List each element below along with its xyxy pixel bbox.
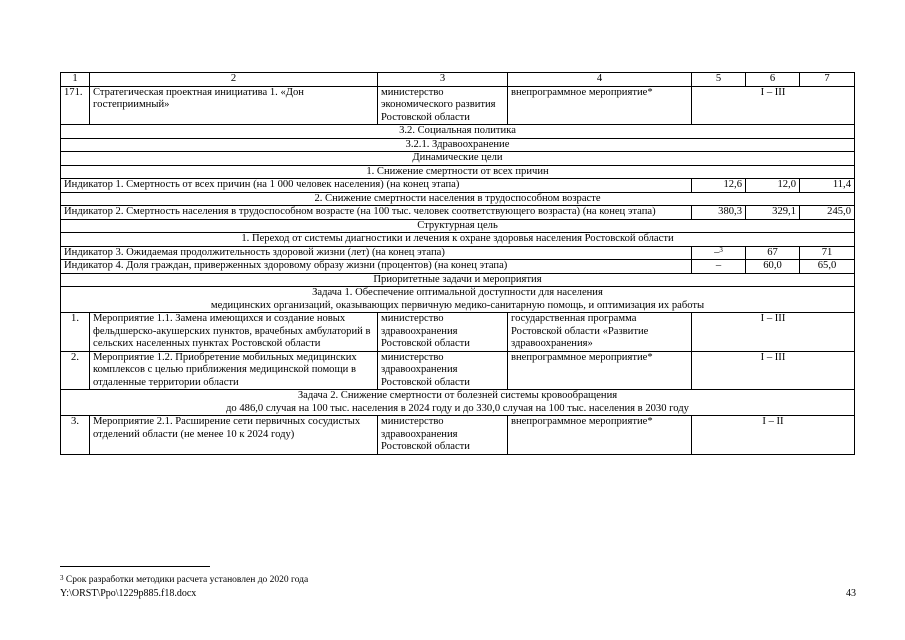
page-number: 43 [846,588,856,599]
header-col-2: 2 [90,73,378,87]
activity-name: Стратегическая проектная инициатива 1. «Дон гостеприимный» [90,86,378,125]
section-title: 3.2. Социальная политика [61,125,855,139]
activity-name: Мероприятие 1.1. Замена имеющихся и создание новых фельдшерско-акушерских пунктов, врачебных амбулаторий в сельских населенных пунктах Ростовской области [90,313,378,352]
executor: министерство здравоохранения Ростовской области [378,313,508,352]
header-col-1: 1 [61,73,90,87]
table-row [61,416,855,455]
row-number: 1. [61,313,90,352]
task-heading-line-2: до 486,0 случая на 100 тыс. населения в 2024 году и до 330,0 случая на 100 тыс. населения в 2030 году [226,402,689,414]
funding-source: внепрограммное мероприятие* [508,416,692,455]
indicator-label: Индикатор 4. Доля граждан, приверженных здоровому образу жизни (процентов) (на конец этапа) [61,260,692,274]
indicator-value-stage-2: 12,0 [746,179,800,193]
indicator-value-stage-1: 12,6 [692,179,746,193]
task-heading-line-2: медицинских организаций, оказывающих первичную медико-санитарную помощь, и оптимизация их работы [210,299,705,311]
goal-heading: 1. Снижение смертности от всех причин [61,165,855,179]
structural-goal-heading: Структурная цель [61,219,855,233]
header-col-5: 5 [692,73,746,87]
row-number: 171. [61,86,90,125]
indicator-row [61,206,855,220]
stage: I – III [692,313,855,352]
stage: I – III [692,351,855,390]
indicator-row [61,179,855,193]
indicator-value-stage-3: 71 [800,246,855,260]
indicator-value-stage-1: – [692,260,746,274]
indicator-label: Индикатор 1. Смертность от всех причин (на 1 000 человек населения) (на конец этапа) [61,179,692,193]
subsection-title: 3.2.1. Здравоохранение [61,138,855,152]
dynamic-goals-heading: Динамические цели [61,152,855,166]
indicator-value-stage-3: 245,0 [800,206,855,220]
task-heading-line-1: Задача 1. Обеспечение оптимальной доступности для населения [312,287,603,298]
indicator-value-stage-3: 11,4 [800,179,855,193]
indicator-value-stage-1: 380,3 [692,206,746,220]
stage: I – III [692,86,855,125]
indicator-label: Индикатор 2. Смертность населения в трудоспособном возрасте (на 100 тыс. человек соответствующего возраста) (на конец этапа) [61,206,692,220]
goal-heading: 2. Снижение смертности населения в трудоспособном возрасте [61,192,855,206]
priority-heading: Приоритетные задачи и мероприятия [61,273,855,287]
table-row [61,86,855,125]
footnote-ref: 3 [719,246,723,254]
indicator-value-stage-2: 67 [746,246,800,260]
row-number: 3. [61,416,90,455]
indicator-label: Индикатор 3. Ожидаемая продолжительность здоровой жизни (лет) (на конец этапа) [61,246,692,260]
strategy-table [60,72,855,455]
table-row [61,313,855,352]
indicator-value-stage-3: 65,0 [800,260,855,274]
structural-goal-item: 1. Переход от системы диагностики и лечения к охране здоровья населения Ростовской области [61,233,855,247]
funding-source: государственная программа Ростовской области «Развитие здравоохранения» [508,313,692,352]
funding-source: внепрограммное мероприятие* [508,351,692,390]
value-dash: – [714,246,720,258]
activity-name: Мероприятие 2.1. Расширение сети первичных сосудистых отделений области (не менее 10 к 2024 году) [90,416,378,455]
header-col-4: 4 [508,73,692,87]
footnote-number: 3 [60,574,64,582]
file-path: Y:\ORST\Ppo\1229p885.f18.docx [60,588,197,599]
header-col-6: 6 [746,73,800,87]
footnote-text: Срок разработки методики расчета установлен до 2020 года [65,575,309,585]
header-row [61,73,855,87]
row-number: 2. [61,351,90,390]
activity-name: Мероприятие 1.2. Приобретение мобильных медицинских комплексов с целью приближения медицинской помощи в отдаленные территории области [90,351,378,390]
executor: министерство экономического развития Ростовской области [378,86,508,125]
header-col-3: 3 [378,73,508,87]
executor: министерство здравоохранения Ростовской области [378,351,508,390]
indicator-value-stage-2: 329,1 [746,206,800,220]
task-heading [61,287,855,313]
header-col-7: 7 [800,73,855,87]
task-heading-line-1: Задача 2. Снижение смертности от болезней системы кровообращения [297,390,618,401]
indicator-value-stage-1 [692,246,746,260]
task-heading [61,390,855,416]
executor: министерство здравоохранения Ростовской области [378,416,508,455]
stage: I – II [692,416,855,455]
footnote-separator [60,566,210,567]
indicator-row [61,260,855,274]
indicator-value-stage-2: 60,0 [746,260,800,274]
funding-source: внепрограммное мероприятие* [508,86,692,125]
table-row [61,351,855,390]
footnote [60,574,308,586]
indicator-row [61,246,855,260]
